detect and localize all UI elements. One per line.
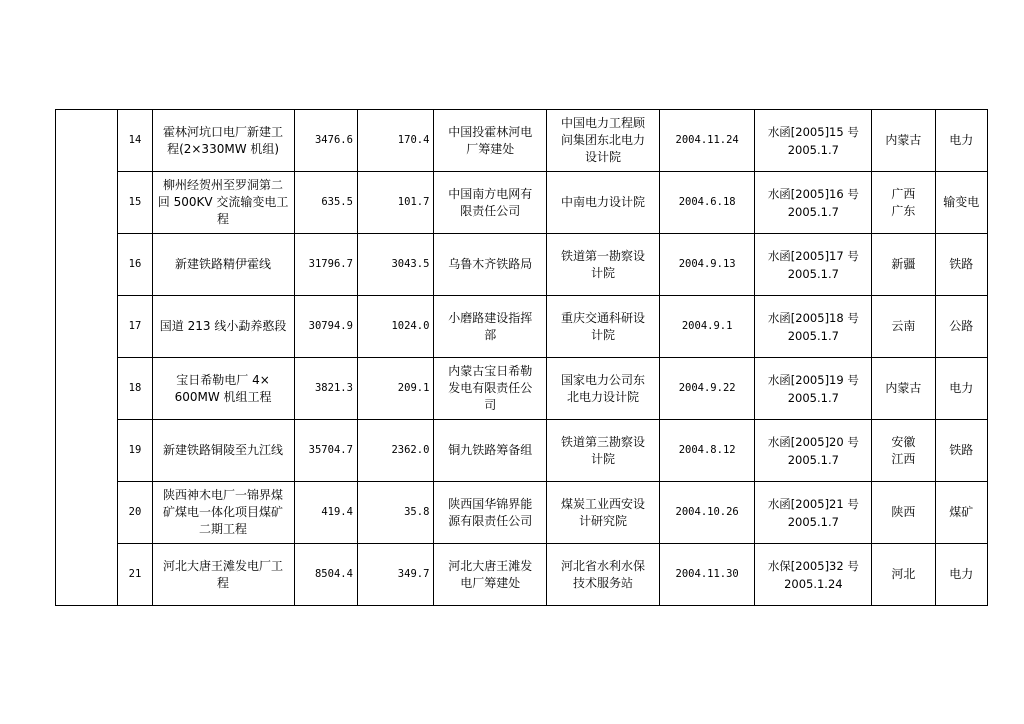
region-cell: [872, 420, 935, 482]
construction-unit-line: 中国投霍林河电: [448, 124, 533, 139]
document-number-line: 2005.1.7: [787, 266, 839, 281]
design-unit-cell: [547, 358, 660, 420]
value-2-cell: 2362.0: [357, 420, 433, 482]
value-1-cell: 8504.4: [294, 544, 357, 606]
document-number-cell: [755, 296, 872, 358]
region-cell: [872, 234, 935, 296]
document-number-line: 2005.1.7: [787, 390, 839, 405]
region-cell: [872, 358, 935, 420]
table-row: [56, 172, 988, 234]
design-unit-line: 设计院: [584, 150, 621, 164]
construction-unit-cell: [434, 420, 547, 482]
design-unit-cell: [547, 420, 660, 482]
value-1-cell: 3821.3: [294, 358, 357, 420]
document-number-line: 水函[2005]19 号: [767, 372, 859, 387]
project-name-line: 程: [217, 575, 230, 590]
project-name-line: 600MW 机组工程: [174, 389, 272, 404]
region-line: 广西: [891, 186, 916, 201]
design-unit-cell: [547, 110, 660, 172]
region-cell: [872, 544, 935, 606]
region-line: 新疆: [891, 257, 916, 271]
project-type-cell: 电力: [935, 544, 987, 606]
date-cell: 2004.9.1: [659, 296, 755, 358]
construction-unit-line: 司: [484, 398, 497, 412]
region-line: 云南: [891, 319, 916, 333]
project-name-cell: [152, 296, 294, 358]
table-row: [56, 358, 988, 420]
document-number-line: 2005.1.7: [787, 514, 839, 529]
design-unit-line: 计院: [590, 265, 615, 280]
date-cell: 2004.6.18: [659, 172, 755, 234]
row-index-cell: 21: [118, 544, 152, 606]
document-number-line: 2005.1.7: [787, 204, 839, 219]
document-number-line: 2005.1.24: [784, 576, 843, 591]
construction-unit-line: 内蒙古宝日希勒: [448, 364, 533, 378]
document-number-line: 水函[2005]15 号: [767, 124, 859, 139]
value-2-cell: 101.7: [357, 172, 433, 234]
date-cell: 2004.10.26: [659, 482, 755, 544]
design-unit-line: 问集团东北电力: [560, 133, 645, 147]
project-name-line: 陕西神木电厂一锦界煤: [163, 488, 284, 502]
design-unit-line: 铁道第三勘察设: [560, 434, 645, 449]
project-type-cell: 公路: [935, 296, 987, 358]
construction-unit-cell: [434, 110, 547, 172]
design-unit-line: 国家电力公司东: [560, 372, 645, 387]
construction-unit-cell: [434, 296, 547, 358]
design-unit-line: 铁道第一勘察设: [560, 248, 645, 263]
date-cell: 2004.9.13: [659, 234, 755, 296]
table-row: [56, 110, 988, 172]
design-unit-cell: [547, 296, 660, 358]
project-name-line: 矿煤电一体化项目煤矿: [163, 505, 284, 519]
region-cell: [872, 482, 935, 544]
project-name-line: 国道 213 线小勐养憨段: [159, 319, 287, 333]
construction-unit-cell: [434, 172, 547, 234]
design-unit-cell: [547, 544, 660, 606]
document-number-line: 水函[2005]18 号: [767, 310, 859, 325]
value-1-cell: 31796.7: [294, 234, 357, 296]
construction-unit-line: 源有限责任公司: [448, 513, 533, 528]
row-index-cell: 14: [118, 110, 152, 172]
construction-unit-line: 铜九铁路筹备组: [448, 443, 533, 457]
design-unit-cell: [547, 482, 660, 544]
date-cell: 2004.9.22: [659, 358, 755, 420]
document-number-line: 水函[2005]16 号: [767, 186, 859, 201]
document-number-line: 2005.1.7: [787, 452, 839, 467]
document-number-line: 2005.1.7: [787, 328, 839, 343]
value-1-cell: 30794.9: [294, 296, 357, 358]
construction-unit-line: 部: [484, 327, 497, 342]
project-name-cell: [152, 110, 294, 172]
region-cell: [872, 296, 935, 358]
table-body: [56, 110, 988, 606]
project-type-cell: 输变电: [935, 172, 987, 234]
region-line: 广东: [891, 203, 916, 218]
construction-unit-line: 电厂筹建处: [460, 575, 521, 590]
document-number-line: 2005.1.7: [787, 142, 839, 157]
table-row: [56, 234, 988, 296]
construction-unit-cell: [434, 482, 547, 544]
design-unit-cell: [547, 172, 660, 234]
project-name-line: 河北大唐王滩发电厂工: [163, 558, 284, 573]
design-unit-line: 北电力设计院: [566, 389, 639, 404]
project-name-line: 程: [217, 212, 230, 226]
row-index-cell: 17: [118, 296, 152, 358]
date-cell: 2004.11.24: [659, 110, 755, 172]
document-number-cell: [755, 110, 872, 172]
region-line: 内蒙古: [885, 133, 922, 147]
row-index-cell: 18: [118, 358, 152, 420]
document-number-cell: [755, 172, 872, 234]
project-table: [55, 109, 988, 606]
design-unit-line: 计研究院: [578, 513, 627, 528]
project-type-cell: 电力: [935, 358, 987, 420]
value-2-cell: 3043.5: [357, 234, 433, 296]
design-unit-line: 计院: [590, 451, 615, 466]
design-unit-line: 中南电力设计院: [560, 195, 645, 209]
value-1-cell: 419.4: [294, 482, 357, 544]
table-row: [56, 482, 988, 544]
value-2-cell: 209.1: [357, 358, 433, 420]
value-2-cell: 349.7: [357, 544, 433, 606]
document-number-line: 水函[2005]17 号: [767, 248, 859, 263]
project-type-cell: 电力: [935, 110, 987, 172]
construction-unit-line: 中国南方电网有: [448, 186, 533, 201]
design-unit-line: 河北省水利水保: [560, 558, 645, 573]
region-line: 江西: [891, 451, 916, 466]
value-1-cell: 635.5: [294, 172, 357, 234]
row-index-cell: 16: [118, 234, 152, 296]
construction-unit-line: 小磨路建设指挥: [448, 310, 533, 325]
project-type-cell: 铁路: [935, 420, 987, 482]
project-name-cell: [152, 420, 294, 482]
row-index-cell: 19: [118, 420, 152, 482]
project-type-cell: 煤矿: [935, 482, 987, 544]
document-number-cell: [755, 482, 872, 544]
project-name-cell: [152, 172, 294, 234]
construction-unit-line: 陕西国华锦界能: [448, 496, 533, 511]
project-name-cell: [152, 358, 294, 420]
project-name-line: 回 500KV 交流输变电工: [157, 195, 289, 209]
construction-unit-line: 厂筹建处: [466, 141, 515, 156]
document-number-line: 水函[2005]20 号: [767, 434, 859, 449]
project-name-line: 二期工程: [199, 522, 248, 536]
table-row: [56, 296, 988, 358]
document-number-line: 水函[2005]21 号: [767, 496, 859, 511]
value-2-cell: 35.8: [357, 482, 433, 544]
value-2-cell: 170.4: [357, 110, 433, 172]
table-row: [56, 420, 988, 482]
region-line: 陕西: [891, 505, 916, 519]
construction-unit-line: 乌鲁木齐铁路局: [448, 257, 533, 271]
construction-unit-cell: [434, 544, 547, 606]
design-unit-line: 技术服务站: [572, 575, 633, 590]
document-number-line: 水保[2005]32 号: [767, 558, 859, 573]
document-number-cell: [755, 234, 872, 296]
project-name-line: 柳州经贺州至罗洞第二: [163, 178, 284, 192]
date-cell: 2004.8.12: [659, 420, 755, 482]
project-name-cell: [152, 544, 294, 606]
project-name-cell: [152, 482, 294, 544]
table-row: [56, 544, 988, 606]
construction-unit-cell: [434, 234, 547, 296]
project-name-cell: [152, 234, 294, 296]
region-line: 内蒙古: [885, 381, 922, 395]
value-2-cell: 1024.0: [357, 296, 433, 358]
project-type-cell: 铁路: [935, 234, 987, 296]
design-unit-line: 煤炭工业西安设: [560, 496, 645, 511]
date-cell: 2004.11.30: [659, 544, 755, 606]
design-unit-line: 计院: [590, 327, 615, 342]
blank-cell: [56, 110, 118, 606]
design-unit-line: 中国电力工程顾: [560, 116, 645, 130]
project-name-line: 新建铁路铜陵至九江线: [163, 443, 284, 457]
region-cell: [872, 110, 935, 172]
construction-unit-line: 发电有限责任公: [448, 381, 533, 395]
region-line: 河北: [891, 567, 916, 581]
document-number-cell: [755, 544, 872, 606]
value-1-cell: 3476.6: [294, 110, 357, 172]
row-index-cell: 20: [118, 482, 152, 544]
value-1-cell: 35704.7: [294, 420, 357, 482]
document-number-cell: [755, 358, 872, 420]
document-number-cell: [755, 420, 872, 482]
construction-unit-line: 河北大唐王滩发: [448, 558, 533, 573]
design-unit-cell: [547, 234, 660, 296]
region-line: 安徽: [891, 434, 916, 449]
project-name-line: 霍林河坑口电厂新建工: [163, 124, 284, 139]
row-index-cell: 15: [118, 172, 152, 234]
project-name-line: 新建铁路精伊霍线: [175, 257, 272, 271]
project-name-line: 程(2×330MW 机组): [167, 141, 280, 156]
construction-unit-line: 限责任公司: [460, 203, 521, 218]
region-cell: [872, 172, 935, 234]
design-unit-line: 重庆交通科研设: [560, 310, 645, 325]
project-name-line: 宝日希勒电厂 4×: [176, 372, 270, 387]
construction-unit-cell: [434, 358, 547, 420]
